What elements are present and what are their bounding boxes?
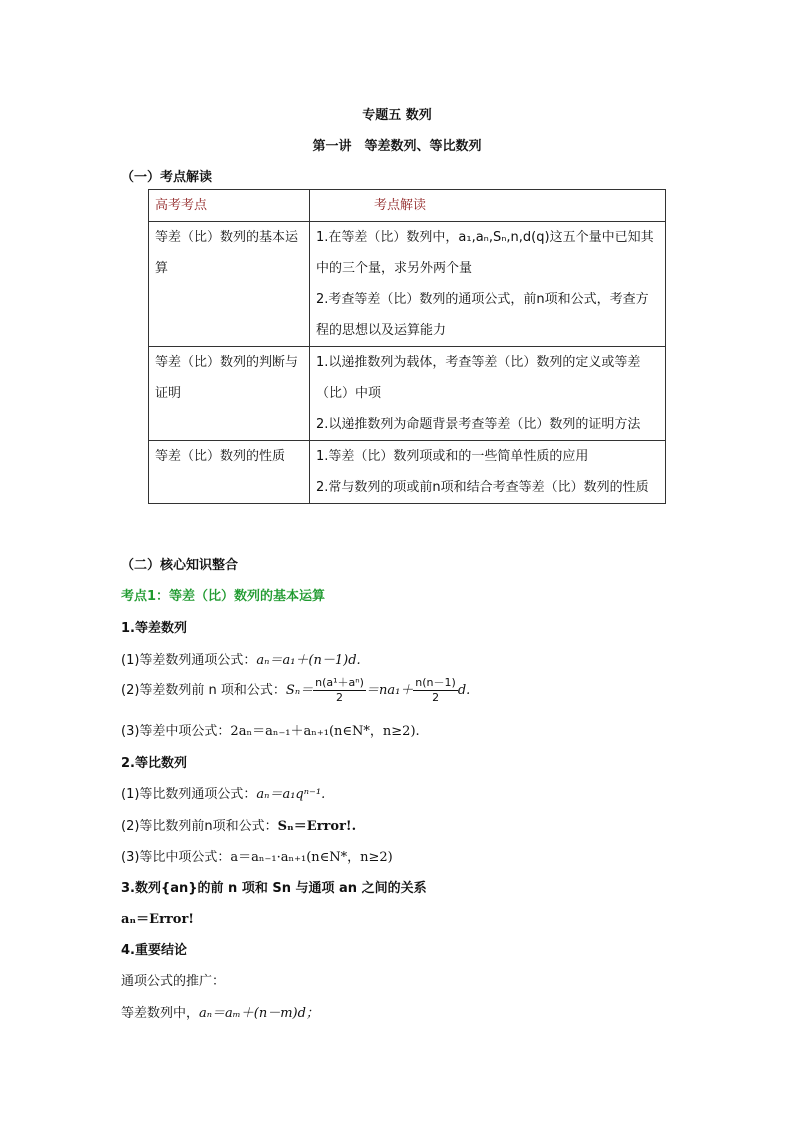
table-cell-topic: 等差（比）数列的判断与证明 [149,347,310,441]
analysis-item: 1.在等差（比）数列中，a₁,aₙ,Sₙ,n,d(q)这五个量中已知其中的三个量，求另外两个量 [316,230,654,276]
arith-heading: 1.等差数列 [121,621,187,636]
table-cell-topic: 等差（比）数列的基本运算 [149,222,310,347]
analysis-item: 2.常与数列的项或前n项和结合考查等差（比）数列的性质 [316,480,649,495]
formula-label: (3)等比中项公式： [121,850,231,865]
fraction-numerator: n(a¹＋aⁿ) [315,676,364,689]
formula: 2aₙ＝aₙ₋₁＋aₙ₊₁(n∈N*，n≥2). [230,724,420,739]
formula: a＝aₙ₋₁·aₙ₊₁(n∈N*，n≥2) [230,850,393,865]
fraction [313,676,366,705]
formula: aₙ＝a₁＋(n－1)d. [256,653,361,668]
section-heading-1: （一）考点解读 [121,170,213,185]
fraction-numerator: n(n－1) [415,676,456,689]
doc-subtitle: 第一讲 等差数列、等比数列 [312,139,482,154]
arith-formula-1 [121,649,361,668]
point-heading: 考点1：等差（比）数列的基本运算 [121,589,326,604]
fraction [413,676,458,705]
formula: aₙ＝a₁qⁿ⁻¹. [256,787,326,802]
table-row [149,347,666,441]
section-heading-2: （二）核心知识整合 [121,558,239,573]
analysis-item: 1.等差（比）数列项或和的一些简单性质的应用 [316,449,589,464]
table-cell-analysis [310,222,666,347]
formula-end: d. [457,683,471,698]
conclusion-text: 通项公式的推广： [121,974,226,989]
analysis-item: 1.以递推数列为载体，考查等差（比）数列的定义或等差（比）中项 [316,355,641,401]
arith-formula-2 [121,676,470,706]
table-row [149,222,666,347]
formula-label: (2)等差数列前 n 项和公式： [121,683,286,698]
formula-label: (1)等差数列通项公式： [121,653,257,668]
table-cell-topic: 等差（比）数列的性质 [149,441,310,504]
geo-formula-1 [121,783,325,802]
table-header-row [149,190,666,222]
table-row [149,441,666,504]
geo-formula-2 [121,815,356,834]
table-header-topic: 高考考点 [149,190,310,222]
conclusion-formula [121,1002,319,1021]
relation-formula: aₙ＝Error! [121,912,195,927]
formula-label: (3)等差中项公式： [121,724,231,739]
exam-points-table [148,189,666,504]
formula-label: (2)等比数列前n项和公式： [121,819,278,834]
formula-lhs: Sₙ＝ [285,683,314,698]
fraction-denominator: 2 [432,691,440,704]
formula: Sₙ＝Error!. [277,819,357,834]
table-cell-analysis [310,441,666,504]
geo-heading: 2.等比数列 [121,756,187,771]
conclusion-heading: 4.重要结论 [121,943,187,958]
doc-title: 专题五 数列 [362,108,432,123]
formula-label: 等差数列中， [121,1006,200,1021]
formula: aₙ＝aₘ＋(n－m)d； [199,1006,319,1021]
formula-mid: ＝na₁＋ [365,683,414,698]
table-header-analysis: 考点解读 [310,190,666,222]
arith-formula-3 [121,720,420,739]
formula-label: (1)等比数列通项公式： [121,787,257,802]
geo-formula-3 [121,846,393,865]
analysis-item: 2.以递推数列为命题背景考查等差（比）数列的证明方法 [316,417,641,432]
table-cell-analysis [310,347,666,441]
relation-heading: 3.数列{an}的前 n 项和 Sn 与通项 an 之间的关系 [121,881,427,896]
fraction-denominator: 2 [336,691,344,704]
analysis-item: 2.考查等差（比）数列的通项公式，前n项和公式，考查方程的思想以及运算能力 [316,292,649,338]
